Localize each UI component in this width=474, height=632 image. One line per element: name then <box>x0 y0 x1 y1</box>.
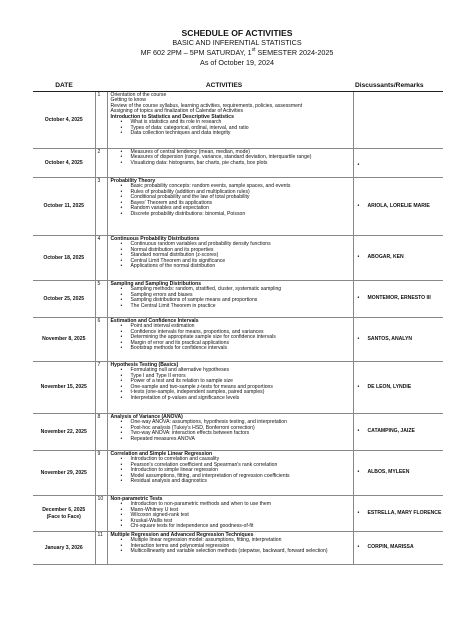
topic-bullet: • Post-hoc analysis (Tukey's HSD, Bonferroni correction) <box>111 426 351 431</box>
table-row <box>33 281 443 318</box>
activity-line: Orientation of the course <box>110 92 167 98</box>
table-row <box>33 362 443 414</box>
topic-bullet: • Confidence intervals for means, proportions, and variances <box>111 330 351 335</box>
topic-bullet-list <box>111 242 351 269</box>
row-activities <box>107 178 353 236</box>
topic-bullet: • Central Limit Theorem and its significance <box>111 259 351 264</box>
topic-title: Correlation and Simple Linear Regression <box>110 451 213 457</box>
row-date: November 8, 2025 <box>33 318 95 362</box>
schedule-prefix: MF 602 2PM – 5PM SATURDAY, 1 <box>140 48 252 57</box>
row-number: 11 <box>95 532 107 565</box>
topic-bullet: • Applications of the normal distribution <box>111 264 351 269</box>
discussant-name: • MONTEMOR, ERNESTO III <box>354 296 444 301</box>
row-date: December 6, 2025 (Face to Face) <box>33 496 95 532</box>
document-header <box>0 28 474 68</box>
topic-bullet: • Repeated measures ANOVA <box>111 437 351 442</box>
row-date: October 25, 2025 <box>33 281 95 318</box>
row-number: 4 <box>95 236 107 281</box>
column-header-activities: ACTIVITIES <box>95 79 353 92</box>
topic-bullet: • Conditional probability and the law of total probability <box>111 195 351 200</box>
topic-bullet: • Residual analysis and diagnostics <box>111 479 351 484</box>
topic-title: Analysis of Variance (ANOVA) <box>110 414 183 420</box>
topic-title: Probability Theory <box>110 178 156 184</box>
row-activities <box>107 496 353 532</box>
discussant-name: • CATAMPING, JAIZE <box>354 429 444 434</box>
topic-bullet-list <box>111 150 351 166</box>
row-remarks <box>353 178 443 236</box>
class-schedule <box>0 48 474 58</box>
topic-bullet: • Mann-Whitney U test <box>111 508 351 513</box>
topic-bullet: • Chi-square tests for independence and goodness-of-fit <box>111 524 351 529</box>
row-date: November 29, 2025 <box>33 451 95 496</box>
topic-bullet-list <box>111 502 351 529</box>
topic-bullet: • Bayes' Theorem and its applications <box>111 201 351 206</box>
row-remarks <box>353 451 443 496</box>
table-row <box>33 149 443 178</box>
activity-line: Getting to know <box>110 97 146 104</box>
topic-bullet-list <box>111 538 351 554</box>
topic-title: Introduction to Statistics and Descriptive Statistics <box>110 113 234 120</box>
row-activities <box>107 532 353 565</box>
topic-bullet: • Kruskal-Wallis test <box>111 519 351 524</box>
row-number: 9 <box>95 451 107 496</box>
topic-bullet: • Visualizing data: histograms, bar charts, pie charts, box plots <box>111 161 351 166</box>
table-header-row <box>33 79 443 92</box>
table-row <box>33 318 443 362</box>
topic-bullet: • The Central Limit Theorem in practice <box>111 304 351 309</box>
document-title: SCHEDULE OF ACTIVITIES <box>181 28 293 38</box>
topic-title: Hypothesis Testing (Basics) <box>110 362 179 368</box>
topic-bullet: • Sampling errors and biases <box>111 293 351 298</box>
topic-bullet: • Introduction to correlation and causality <box>111 457 351 462</box>
topic-bullet-list <box>111 324 351 351</box>
activity-line: Assigning of topics and finalization of Calendar of Activities <box>110 108 244 115</box>
topic-bullet: • Types of data: categorical, ordinal, interval, and ratio <box>111 126 351 131</box>
discussant-name: • DE LEON, LYNDIE <box>354 385 444 390</box>
row-remarks <box>353 281 443 318</box>
topic-bullet: • Interpretation of p-values and significance levels <box>111 396 351 401</box>
topic-bullet-list <box>111 368 351 401</box>
subject-title: BASIC AND INFERENTIAL STATISTICS <box>172 38 302 47</box>
topic-bullet: • Model assumptions, fitting, and interpretation of regression coefficients <box>111 474 351 479</box>
row-activities <box>107 281 353 318</box>
discussant-name: • SANTOS, ANALYN <box>354 337 444 342</box>
row-number: 1 <box>95 92 107 149</box>
topic-bullet: • Multicollinearity and variable selection methods (stepwise, backward, forward selection) <box>111 549 351 554</box>
topic-bullet: • Power of a test and its relation to sample size <box>111 379 351 384</box>
topic-title: Multiple Regression and Advanced Regression Techniques <box>110 532 254 538</box>
topic-bullet: • Determining the appropriate sample size for confidence intervals <box>111 335 351 340</box>
topic-bullet: • Sampling distributions of sample means and proportions <box>111 298 351 303</box>
row-remarks <box>353 496 443 532</box>
row-date: January 3, 2026 <box>33 532 95 565</box>
row-date: November 15, 2025 <box>33 362 95 414</box>
row-number: 10 <box>95 496 107 532</box>
row-number: 7 <box>95 362 107 414</box>
topic-bullet-list <box>111 457 351 484</box>
topic-bullet: • Margin of error and its practical applications <box>111 341 351 346</box>
row-activities <box>107 92 353 149</box>
topic-bullet: • Bootstrap methods for confidence intervals <box>111 346 351 351</box>
row-date: October 18, 2025 <box>33 236 95 281</box>
topic-title: Estimation and Confidence Intervals <box>110 318 199 324</box>
topic-bullet: • Measures of dispersion (range, variance, standard deviation, interquartile range) <box>111 155 351 160</box>
topic-bullet: • Two-way ANOVA: interaction effects between factors <box>111 431 351 436</box>
schedule-suffix: SEMESTER 2024-2025 <box>255 48 334 57</box>
topic-bullet-list <box>111 420 351 442</box>
row-remarks <box>353 149 443 178</box>
topic-bullet-list <box>111 287 351 309</box>
row-date: October 11, 2025 <box>33 178 95 236</box>
schedule-superscript: st <box>251 47 256 53</box>
row-date: October 4, 2025 <box>33 149 95 178</box>
table-row <box>33 496 443 532</box>
topic-bullet: • Pearson's correlation coefficient and Spearman's rank correlation <box>111 463 351 468</box>
topic-bullet: • One-way ANOVA: assumptions, hypothesis testing, and interpretation <box>111 420 351 425</box>
row-activities <box>107 236 353 281</box>
topic-bullet: • Introduction to simple linear regression <box>111 468 351 473</box>
discussant-name: • ESTRELLA, MARY FLORENCE <box>354 511 444 516</box>
topic-bullet: • Basic probability concepts: random events, sample spaces, and events <box>111 184 351 189</box>
activity-line: Review of the course syllabus, learning activities, requirements, policies, assessment <box>110 102 303 109</box>
table-row <box>33 414 443 451</box>
discussant-name: • ABOGAR, KEN <box>354 255 444 260</box>
topic-bullet: • Continuous random variables and probability density functions <box>111 242 351 247</box>
table-row <box>33 236 443 281</box>
topic-title: Sampling and Sampling Distributions <box>110 281 202 287</box>
table-row <box>33 178 443 236</box>
topic-bullet: • Multiple linear regression model: assumptions, fitting, interpretation <box>111 538 351 543</box>
topic-bullet-list <box>111 184 351 217</box>
row-activities <box>107 318 353 362</box>
table-row <box>33 532 443 565</box>
table-row <box>33 451 443 496</box>
topic-bullet: • Standard normal distribution (z-scores) <box>111 253 351 258</box>
row-number: 5 <box>95 281 107 318</box>
topic-title: Continuous Probability Distributions <box>110 236 200 242</box>
topic-bullet-list <box>111 120 351 136</box>
as-of-date: As of October 19, 2024 <box>200 58 274 67</box>
row-activities <box>107 451 353 496</box>
topic-bullet: • Random variables and expectation <box>111 206 351 211</box>
table-row <box>33 92 443 149</box>
row-remarks <box>353 362 443 414</box>
row-number: 2 <box>95 149 107 178</box>
topic-bullet: • Point and interval estimation <box>111 324 351 329</box>
row-activities <box>107 414 353 451</box>
topic-bullet: • Formulating null and alternative hypotheses <box>111 368 351 373</box>
topic-bullet: • Normal distribution and its properties <box>111 248 351 253</box>
topic-bullet: • One-sample and two-sample z-tests for means and proportions <box>111 385 351 390</box>
row-remarks <box>353 92 443 149</box>
row-number: 3 <box>95 178 107 236</box>
topic-bullet: • Introduction to non-parametric methods and when to use them <box>111 502 351 507</box>
schedule-table <box>33 79 443 565</box>
topic-bullet: • What is statistics and its role in research <box>111 120 351 125</box>
discussant-name: • ALBOS, MYLEEN <box>354 470 444 475</box>
topic-bullet: • Type I and Type II errors <box>111 374 351 379</box>
topic-bullet: • Wilcoxon signed-rank test <box>111 513 351 518</box>
topic-bullet: • Measures of central tendency (mean, median, mode) <box>111 150 351 155</box>
topic-bullet: • Discrete probability distributions: binomial, Poisson <box>111 212 351 217</box>
discussant-name: • CORPIN, MARISSA <box>354 545 444 550</box>
row-remarks <box>353 414 443 451</box>
row-remarks <box>353 236 443 281</box>
topic-bullet: • t-tests (one-sample, independent samples, paired samples) <box>111 390 351 395</box>
row-date: October 4, 2025 <box>33 92 95 149</box>
row-activities <box>107 362 353 414</box>
topic-title: Non-parametric Tests <box>110 496 163 502</box>
row-number: 8 <box>95 414 107 451</box>
column-header-date: DATE <box>33 79 95 92</box>
column-header-remarks: Discussants/Remarks <box>353 79 443 92</box>
topic-bullet: • Interaction terms and polynomial regression <box>111 544 351 549</box>
row-remarks <box>353 318 443 362</box>
row-remarks <box>353 532 443 565</box>
row-activities <box>107 149 353 178</box>
row-date: November 22, 2025 <box>33 414 95 451</box>
topic-bullet: • Rules of probability (addition and multiplication rules) <box>111 190 351 195</box>
schedule-rows <box>33 92 443 565</box>
discussant-name: • ARIOLA, LORELIE MARIE <box>354 204 444 209</box>
topic-bullet: • Data collection techniques and data integrity <box>111 131 351 136</box>
topic-bullet: • Sampling methods: random, stratified, cluster, systematic sampling <box>111 287 351 292</box>
row-number: 6 <box>95 318 107 362</box>
